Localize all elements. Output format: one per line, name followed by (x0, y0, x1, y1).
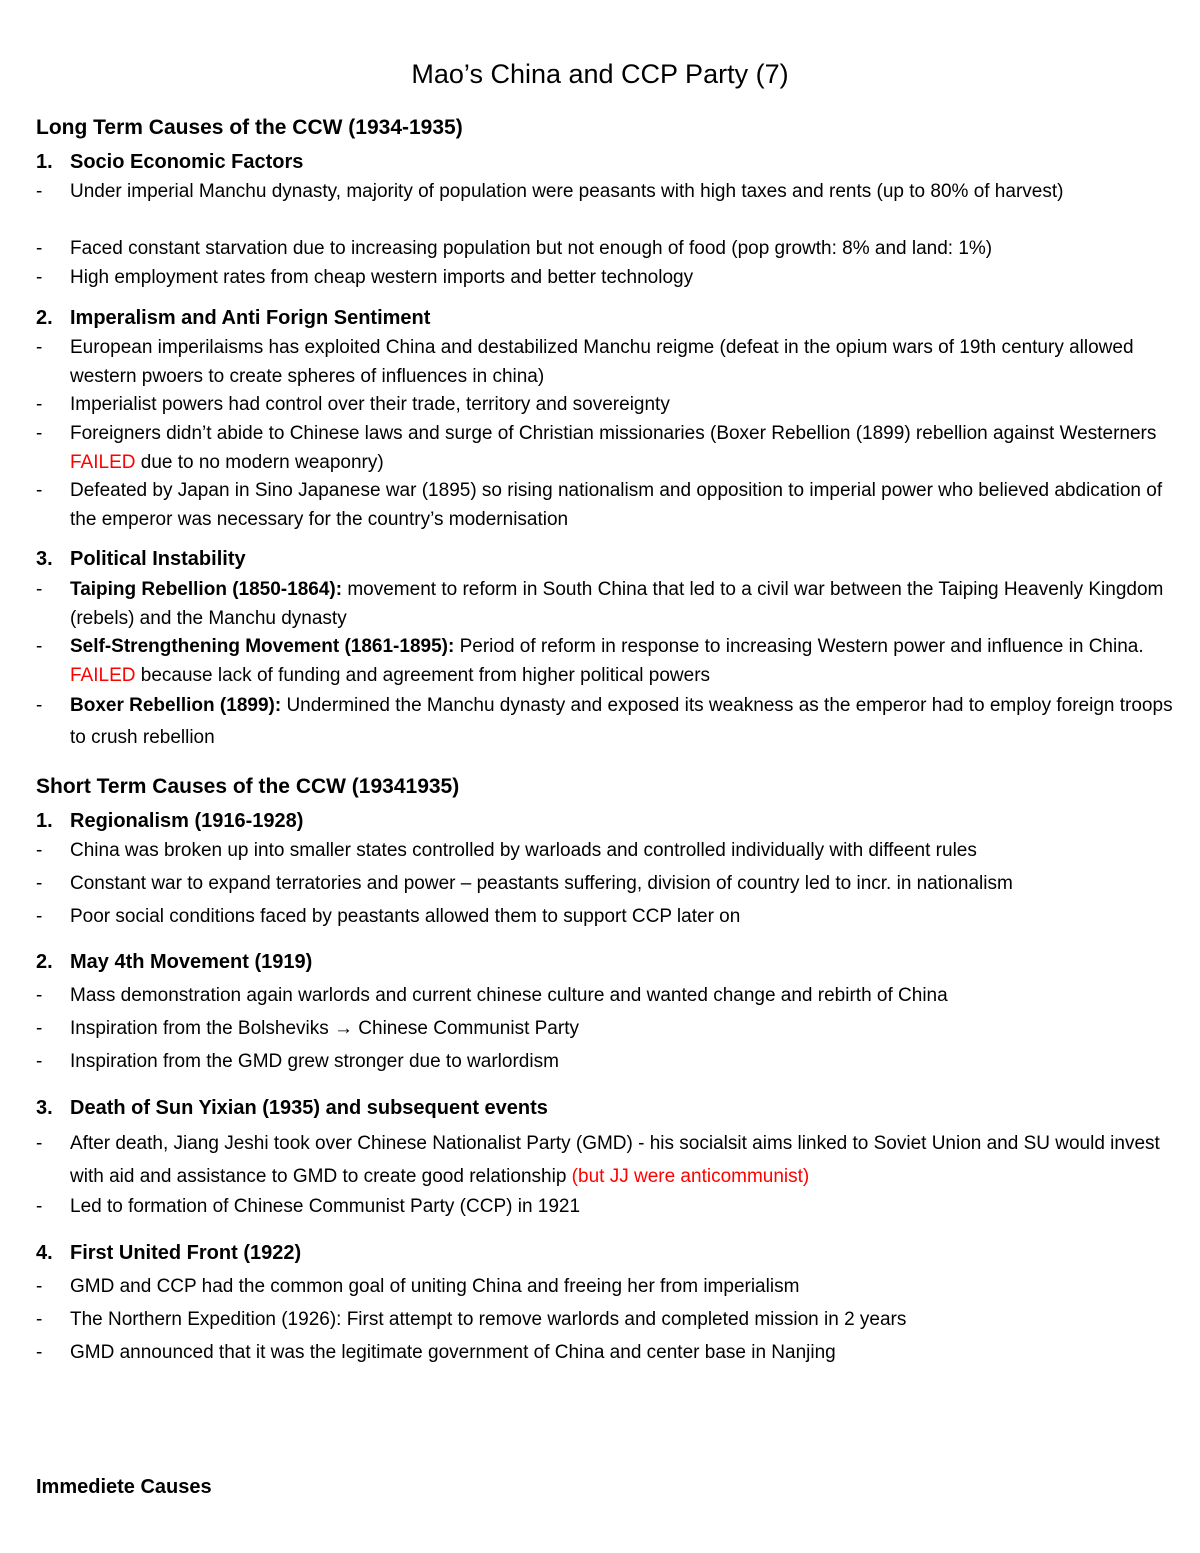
list-item-text: Defeated by Japan in Sino Japanese war (1895) so rising nationalism and opposition to imperial power who believed abdication of the emperor was necessary for the country’s modernisation (70, 480, 1163, 530)
term-bold: Boxer Rebellion (1899): (70, 695, 282, 716)
list-item (36, 1306, 1180, 1335)
list-item (36, 420, 1180, 477)
list-item-text: Mass demonstration again warlords and current chinese culture and wanted change and rebirth of China (70, 985, 948, 1006)
bullet-dash: - (36, 579, 43, 600)
list-item-text: Inspiration from the GMD grew stronger due to warlordism (70, 1051, 559, 1072)
bullet-dash: - (36, 267, 43, 288)
subheading-may-4th (36, 948, 312, 976)
bullet-dash: - (36, 423, 43, 444)
list-item-text: movement to reform in South China that led to a civil war between the Taiping Heavenly Kingdom (rebels) and the Manchu dynasty (70, 579, 1164, 629)
term-bold: Self-Strengthening Movement (1861-1895): (70, 636, 455, 657)
bullet-dash: - (36, 1196, 43, 1217)
list-item (36, 1193, 1180, 1222)
subheading-imperialism (36, 304, 430, 332)
subheading-text: Death of Sun Yixian (1935) and subsequent events (70, 1097, 548, 1119)
bullet-dash: - (36, 1051, 43, 1072)
list-number: 2. (36, 951, 53, 973)
list-item (36, 690, 1180, 754)
bullet-dash: - (36, 1276, 43, 1297)
list-item-text: Foreigners didn’t abide to Chinese laws and surge of Christian missionaries (Boxer Rebellion (1899) rebellion against Westerners (70, 423, 1157, 444)
list-item-text: Constant war to expand terratories and power – peastants suffering, division of country led to incr. in nationalism (70, 873, 1013, 894)
list-item-text: China was broken up into smaller states controlled by warloads and controlled individually with diffeent rules (70, 840, 977, 861)
subheading-text: Political Instability (70, 548, 246, 570)
subheading-socio-economic (36, 148, 303, 176)
list-number: 2. (36, 307, 53, 329)
list-item-text: GMD and CCP had the common goal of uniting China and freeing her from imperialism (70, 1276, 800, 1297)
list-item-text: The Northern Expedition (1926): First attempt to remove warlords and completed mission in 2 years (70, 1309, 907, 1330)
section-heading-long-term: Long Term Causes of the CCW (1934-1935) (36, 116, 463, 139)
bullet-dash: - (36, 1342, 43, 1363)
list-item (36, 178, 1180, 207)
bullet-dash: - (36, 337, 43, 358)
subheading-text: Regionalism (1916-1928) (70, 810, 304, 832)
term-bold: Taiping Rebellion (1850-1864): (70, 579, 343, 600)
list-item-text: due to no modern weaponry) (135, 451, 384, 473)
subheading-text: May 4th Movement (1919) (70, 951, 313, 973)
bullet-dash: - (36, 1018, 43, 1039)
section-heading-short-term: Short Term Causes of the CCW (19341935) (36, 775, 460, 798)
page-title: Mao’s China and CCP Party (7) (411, 59, 789, 89)
bullet-dash: - (36, 873, 43, 894)
list-item (36, 477, 1180, 534)
list-number: 1. (36, 810, 53, 832)
list-item (36, 1339, 1180, 1368)
list-item (36, 264, 1180, 293)
list-number: 4. (36, 1242, 53, 1264)
list-item-text: because lack of funding and agreement from higher political powers (135, 664, 711, 686)
subheading-text: First United Front (1922) (70, 1242, 302, 1264)
bullet-dash: - (36, 1309, 43, 1330)
list-item-text: High employment rates from cheap western imports and better technology (70, 267, 694, 288)
list-item-text: Led to formation of Chinese Communist Party (CCP) in 1921 (70, 1196, 581, 1217)
list-item-text: GMD announced that it was the legitimate government of China and center base in Nanjing (70, 1342, 836, 1363)
bullet-dash: - (36, 181, 43, 202)
list-number: 3. (36, 548, 53, 570)
list-item (36, 903, 1180, 932)
list-item-text: Inspiration from the Bolsheviks → Chinese Communist Party (70, 1018, 579, 1039)
subheading-political-instability (36, 545, 246, 573)
bullet-dash: - (36, 695, 43, 716)
failed-highlight: FAILED (70, 451, 136, 473)
list-item-text: Poor social conditions faced by peastants allowed them to support CCP later on (70, 906, 741, 927)
list-item (36, 870, 1180, 899)
list-item (36, 1015, 1180, 1044)
bullet-dash: - (36, 238, 43, 259)
list-item (36, 1127, 1180, 1193)
list-item (36, 235, 1180, 264)
bullet-dash: - (36, 906, 43, 927)
subheading-regionalism (36, 807, 303, 835)
list-item (36, 633, 1180, 690)
bullet-dash: - (36, 1133, 43, 1154)
list-item-text: European imperilaisms has exploited China and destabilized Manchu reigme (defeat in the opium wars of 19th century allowed western pwoers to create spheres of influences in china) (70, 337, 1134, 387)
list-item (36, 837, 1180, 866)
list-item-text: Faced constant starvation due to increasing population but not enough of food (pop growth: 8% and land: 1%) (70, 238, 993, 259)
bullet-dash: - (36, 840, 43, 861)
list-item-text: Under imperial Manchu dynasty, majority of population were peasants with high taxes and rents (up to 80% of harvest) (70, 181, 1064, 202)
anticommunist-note: (but JJ were anticommunist) (571, 1166, 810, 1187)
list-item-text: Imperialist powers had control over their trade, territory and sovereignty (70, 394, 670, 415)
section-heading-immediate: Immediete Causes (36, 1476, 212, 1498)
bullet-dash: - (36, 636, 43, 657)
list-item (36, 391, 1180, 420)
list-item-text: Period of reform in response to increasing Western power and influence in China. (454, 636, 1144, 657)
list-number: 3. (36, 1097, 53, 1119)
list-item (36, 1273, 1180, 1302)
subheading-text: Socio Economic Factors (70, 151, 304, 173)
list-item-text: After death, Jiang Jeshi took over Chinese Nationalist Party (GMD) - his socialsit aims linked to Soviet Union and SU would invest with aid and assistance to GMD to create good relationship (70, 1133, 1160, 1187)
list-item (36, 982, 1180, 1011)
list-number: 1. (36, 151, 53, 173)
subheading-death-sun-yixian (36, 1094, 548, 1122)
failed-highlight: FAILED (70, 664, 136, 686)
bullet-dash: - (36, 394, 43, 415)
bullet-dash: - (36, 480, 43, 501)
list-item (36, 1048, 1180, 1077)
bullet-dash: - (36, 985, 43, 1006)
list-item-text: Undermined the Manchu dynasty and exposed its weakness as the emperor had to employ foreign troops to crush rebellion (70, 695, 1173, 748)
subheading-text: Imperalism and Anti Forign Sentiment (70, 307, 431, 329)
list-item (36, 334, 1180, 391)
subheading-first-united-front (36, 1239, 301, 1267)
list-item (36, 576, 1180, 633)
